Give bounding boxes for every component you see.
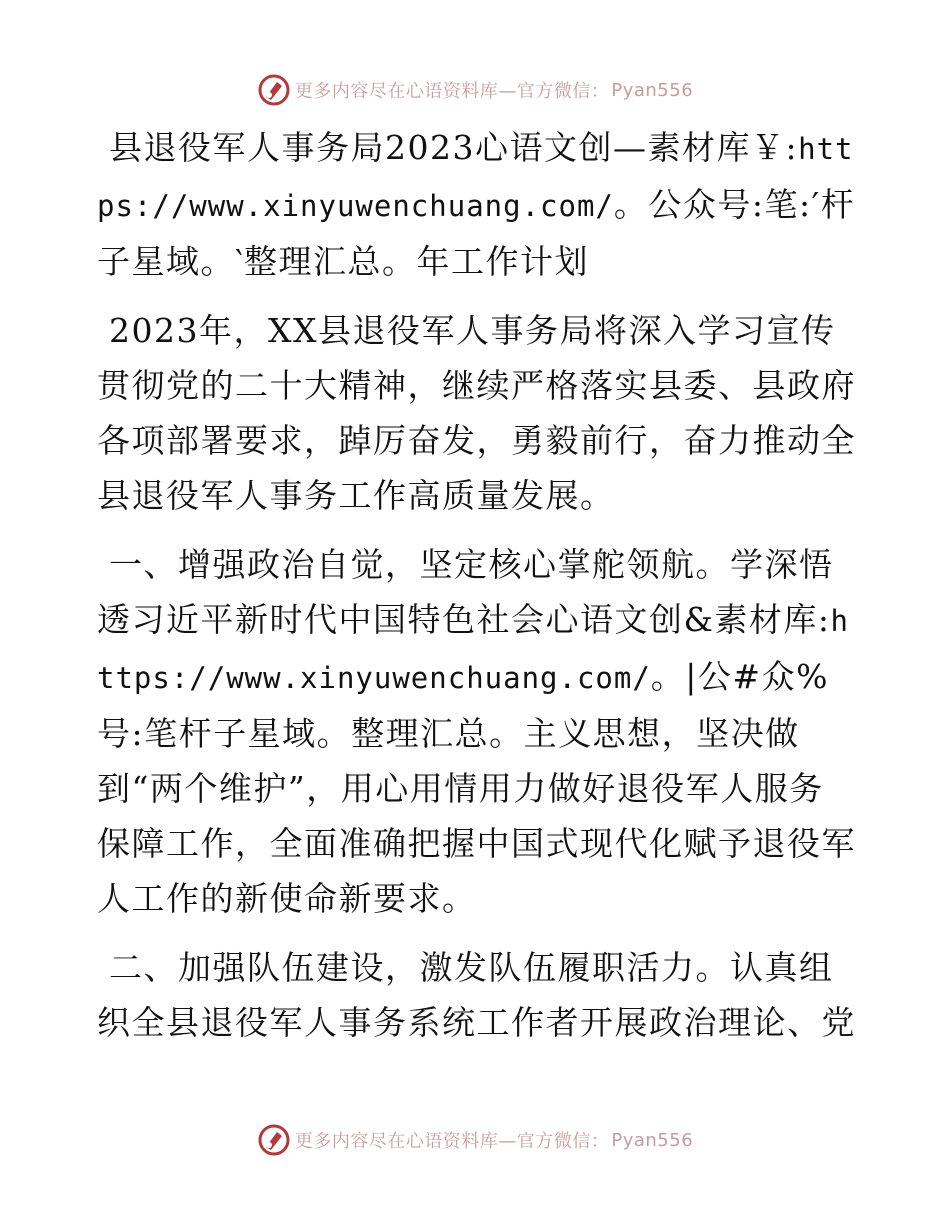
paragraph-intro: 2023年，XX县退役军人事务局将深入学习宣传贯彻党的二十大精神，继续严格落实县委、县政府各项部署要求，踔厉奋发，勇毅前行，奋力推动全县退役军人事务工作高质量发展。: [97, 311, 856, 515]
section-1-text-cont: 。|公#众%号:笔杆子星域。整理汇总。主义思想，坚决做到“两个维护”，用心用情用力做好退役军人服务保障工作，全面准确把握中国式现代化赋予退役军人工作的新使命新要求。: [97, 657, 856, 918]
title-text: 县退役军人事务局2023心语文创—素材库￥:: [109, 128, 799, 167]
watermark-wechat-id: Pyan556: [611, 1129, 694, 1151]
brand-logo-icon: [257, 73, 291, 107]
section-1-url: https://www.xinyuwenchuang.com/: [97, 604, 849, 695]
paragraph-section-2: 二、加强队伍建设，激发队伍履职活力。认真组织全县退役军人事务系统工作者开展政治理论、党: [97, 948, 856, 1042]
watermark-wechat-id: Pyan556: [611, 79, 694, 101]
watermark-text: 更多内容尽在心语资料库—官方微信：: [294, 1131, 610, 1152]
paragraph-title: [97, 120, 857, 289]
watermark-header: [0, 70, 950, 110]
watermark-text: 更多内容尽在心语资料库—官方微信：: [294, 81, 610, 102]
brand-logo-icon: [257, 1123, 291, 1157]
watermark-footer: [0, 1120, 950, 1160]
section-1-text: 一、增强政治自觉，坚定核心掌舵领航。学深悟透习近平新时代中国特色社会心语文创&素材库:: [97, 545, 834, 639]
title-text-cont: 。公众号:笔:′杆子星域。‵整理汇总。年工作计划: [97, 185, 856, 281]
title-url: https://www.xinyuwenchuang.com/: [97, 132, 854, 223]
document-body: [97, 120, 857, 1064]
paragraph-section-1: [97, 537, 857, 926]
